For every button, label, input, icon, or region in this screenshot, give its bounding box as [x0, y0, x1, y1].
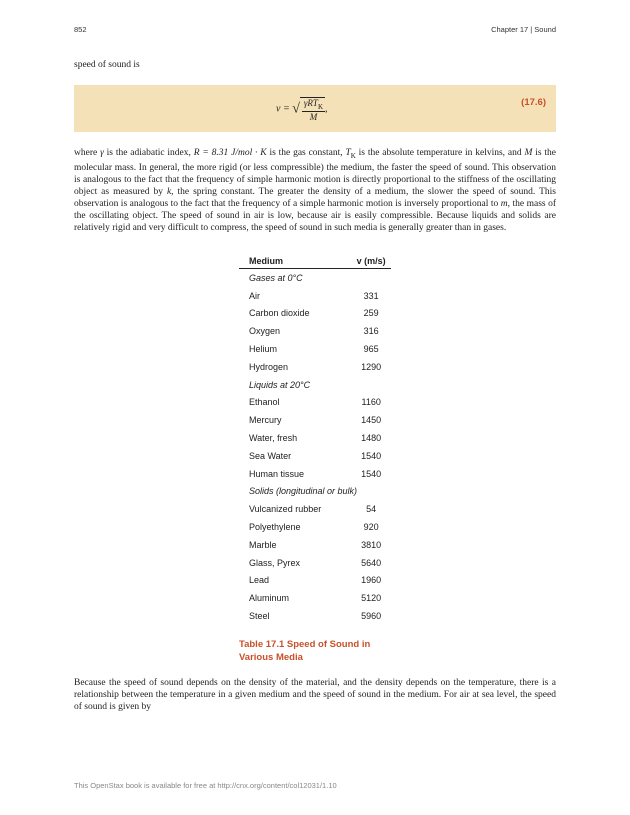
speed-of-sound-table [239, 253, 391, 625]
footer-link-text: This OpenStax book is available for free at http://cnx.org/content/col12031/1.10 [74, 781, 337, 790]
table-row: Human tissue 1540 [249, 468, 382, 479]
table-row: Helium 965 [249, 344, 379, 355]
equation-lhs: v [276, 103, 281, 115]
equation-number: (17.6) [521, 97, 546, 108]
column-header-medium: Medium [239, 253, 351, 269]
table-row: Steel 5960 [249, 611, 382, 622]
paragraph-2: Because the speed of sound depends on the density of the material, and the density depends on the temperature, there is a relationship between the temperature in a given medium and the speed of sound in the medium. For air at sea level, the speed of sound is given by [74, 678, 556, 712]
equation-17-6: v = √ $\frac{\gamma RT_K}{M}$ , [276, 98, 328, 122]
gas-constant: R = 8.31 J/mol · K [193, 148, 267, 158]
equation-fraction [302, 98, 325, 122]
table-row: Vulcanized rubber 54 [249, 504, 377, 515]
temperature-symbol: $T_K$ [345, 148, 356, 160]
table-row: Carbon dioxide 259 [249, 308, 379, 319]
equation-numerator: γRT$_K$ [303, 98, 324, 111]
table-row: Oxygen 316 [249, 326, 379, 337]
paragraph-1: where γ is the adiabatic index, R = 8.31 J/mol · K is the gas constant, $T_K$ is the absolute temperature in kelvins, and M is the molecular mass. In general, the more rigid (or less compressible) the medium, the faster the speed of sound. This observation is analogous to the fact that the frequency of simple harmonic motion is directly proportional to the stiffness of the oscillating object as measured by k, the spring constant. The greater the density of a medium, the slower the speed of sound. This observation is analogous to the fact that the frequency of a simple harmonic motion is inversely proportional to m, the mass of the oscillating object. The speed of sound in air is low, because air is easily compressible. Because liquids and solids are relatively rigid and very difficult to compress, the speed of sound in such media is generally greater than in gases. [74, 148, 557, 233]
table-row: Lead 1960 [249, 575, 382, 586]
table-caption: Table 17.1 Speed of Sound in Various Media [239, 639, 371, 663]
gamma-symbol: γ [100, 148, 104, 158]
table-row: Ethanol 1160 [249, 397, 381, 408]
table-row: Air 331 [249, 290, 379, 301]
table-row: Sea Water 1540 [249, 450, 382, 461]
column-header-speed: v (m/s) [351, 253, 391, 269]
table-row: Water, fresh 1480 [249, 433, 382, 444]
table-row: Polyethylene 920 [249, 522, 379, 533]
radicand [300, 97, 325, 122]
table-row: Marble 3810 [249, 539, 382, 550]
table-row: Mercury 1450 [249, 415, 382, 426]
mass-symbol: m [500, 198, 508, 209]
chapter-header: Chapter 17 | Sound [491, 25, 556, 34]
equation-denominator: M [309, 111, 318, 122]
table-header-row [239, 253, 391, 269]
table-row: Aluminum 5120 [249, 593, 382, 604]
table-category-row: Solids (longitudinal or bulk) [249, 486, 358, 497]
table-row: Glass, Pyrex 5640 [249, 557, 382, 568]
table-category-row: Liquids at 20°C [249, 379, 311, 390]
spring-constant-symbol: k [166, 186, 172, 197]
page-number: 852 [74, 25, 87, 34]
table-row: Hydrogen 1290 [249, 361, 382, 372]
sqrt-symbol: √ [292, 101, 300, 117]
molecular-mass-symbol: M [524, 148, 533, 158]
intro-text: speed of sound is [74, 60, 140, 70]
table-category-row: Gases at 0°C [249, 272, 303, 283]
